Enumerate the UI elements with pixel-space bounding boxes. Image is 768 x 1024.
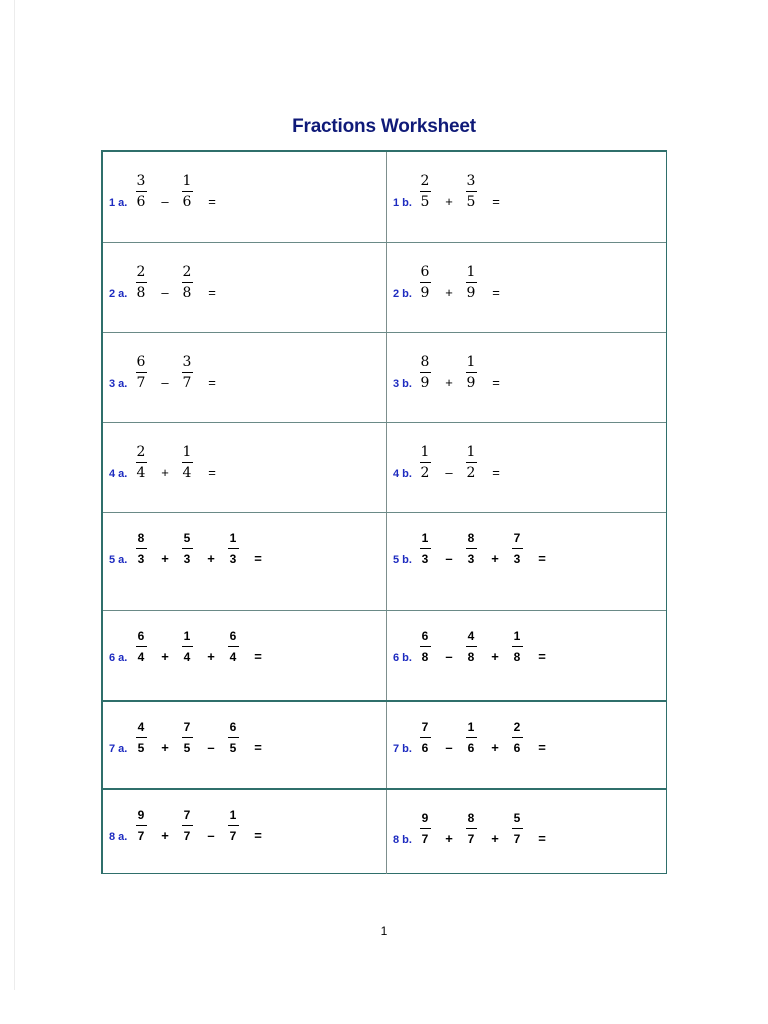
fraction (417, 720, 433, 755)
fraction-bar (466, 548, 477, 549)
numerator: 5 (183, 531, 191, 545)
equals-sign: = (538, 831, 546, 846)
equals-sign: = (492, 194, 500, 209)
operator: + (161, 828, 169, 843)
page-number: 1 (380, 924, 388, 938)
denominator: 6 (467, 741, 475, 755)
denominator: 7 (229, 829, 237, 843)
problem-label: 8 b. (393, 834, 412, 846)
fraction (133, 629, 149, 664)
denominator: 4 (182, 465, 192, 481)
numerator: 1 (513, 629, 521, 643)
equals-sign: = (208, 285, 216, 300)
numerator: 8 (467, 531, 475, 545)
fraction (417, 355, 433, 390)
problem-6b (387, 611, 668, 700)
problem-label: 2 a. (109, 288, 128, 300)
fraction-bar (182, 825, 193, 826)
fraction-bar (182, 282, 193, 283)
denominator: 7 (421, 832, 429, 846)
denominator: 7 (182, 375, 192, 391)
equals-sign: = (492, 375, 500, 390)
numerator: 6 (136, 354, 146, 370)
denominator: 5 (420, 194, 430, 210)
denominator: 3 (183, 552, 191, 566)
fraction-bar (420, 282, 431, 283)
fraction (225, 808, 241, 843)
problem-label: 6 a. (109, 652, 128, 664)
fraction (509, 811, 525, 846)
operator: + (207, 551, 215, 566)
numerator: 1 (182, 173, 192, 189)
denominator: 8 (182, 285, 192, 301)
fraction (463, 720, 479, 755)
fraction (179, 445, 195, 480)
equals-sign: = (254, 551, 262, 566)
numerator: 8 (467, 811, 475, 825)
fraction (463, 174, 479, 209)
fraction-bar (136, 548, 147, 549)
fraction (463, 265, 479, 300)
operator: – (445, 465, 453, 480)
problem-label: 1 b. (393, 197, 412, 209)
denominator: 3 (421, 552, 429, 566)
fraction-bar (228, 737, 239, 738)
denominator: 9 (466, 285, 476, 301)
problem-2a (103, 243, 386, 332)
problem-label: 8 a. (109, 831, 128, 843)
numerator: 1 (229, 808, 237, 822)
denominator: 7 (136, 375, 146, 391)
fraction-bar (466, 737, 477, 738)
numerator: 1 (421, 531, 429, 545)
numerator: 2 (136, 264, 146, 280)
numerator: 2 (136, 444, 146, 460)
problem-table (101, 150, 667, 874)
operator: + (445, 194, 453, 209)
denominator: 9 (420, 375, 430, 391)
problem-label: 5 b. (393, 554, 412, 566)
fraction-bar (420, 372, 431, 373)
fraction (179, 531, 195, 566)
problem-row (103, 610, 666, 700)
operator: – (445, 551, 453, 566)
denominator: 5 (183, 741, 191, 755)
denominator: 6 (513, 741, 521, 755)
operator: + (491, 551, 499, 566)
problem-label: 5 a. (109, 554, 128, 566)
problem-row (103, 152, 666, 242)
operator: + (445, 375, 453, 390)
fraction-bar (420, 646, 431, 647)
numerator: 3 (182, 354, 192, 370)
numerator: 3 (136, 173, 146, 189)
problem-label: 4 b. (393, 468, 412, 480)
fraction (133, 355, 149, 390)
numerator: 1 (466, 354, 476, 370)
fraction (133, 531, 149, 566)
numerator: 9 (137, 808, 145, 822)
fraction (179, 265, 195, 300)
fraction (463, 531, 479, 566)
operator: + (491, 649, 499, 664)
operator: – (161, 194, 169, 209)
numerator: 6 (420, 264, 430, 280)
equals-sign: = (208, 194, 216, 209)
denominator: 5 (137, 741, 145, 755)
fraction-bar (182, 646, 193, 647)
numerator: 7 (183, 808, 191, 822)
numerator: 6 (229, 629, 237, 643)
fraction (417, 531, 433, 566)
numerator: 1 (182, 444, 192, 460)
denominator: 8 (421, 650, 429, 664)
fraction (225, 629, 241, 664)
fraction (463, 445, 479, 480)
fraction (225, 531, 241, 566)
fraction-bar (182, 462, 193, 463)
numerator: 1 (466, 264, 476, 280)
denominator: 9 (420, 285, 430, 301)
denominator: 8 (136, 285, 146, 301)
denominator: 6 (421, 741, 429, 755)
operator: – (445, 740, 453, 755)
numerator: 1 (466, 444, 476, 460)
denominator: 4 (183, 650, 191, 664)
fraction (509, 531, 525, 566)
equals-sign: = (208, 375, 216, 390)
fraction (417, 811, 433, 846)
problem-label: 7 b. (393, 743, 412, 755)
problem-8a (103, 790, 386, 874)
fraction-bar (512, 646, 523, 647)
numerator: 2 (182, 264, 192, 280)
fraction-bar (420, 828, 431, 829)
fraction-bar (420, 191, 431, 192)
problem-row (103, 512, 666, 610)
numerator: 2 (420, 173, 430, 189)
fraction-bar (136, 372, 147, 373)
denominator: 7 (137, 829, 145, 843)
denominator: 8 (467, 650, 475, 664)
numerator: 5 (513, 811, 521, 825)
fraction (225, 720, 241, 755)
fraction (179, 808, 195, 843)
denominator: 8 (513, 650, 521, 664)
denominator: 4 (136, 465, 146, 481)
operator: – (161, 375, 169, 390)
problem-4a (103, 423, 386, 512)
problem-5b (387, 513, 668, 610)
fraction-bar (136, 191, 147, 192)
denominator: 3 (513, 552, 521, 566)
equals-sign: = (538, 649, 546, 664)
fraction-bar (136, 825, 147, 826)
denominator: 4 (229, 650, 237, 664)
fraction-bar (512, 737, 523, 738)
problem-row (103, 332, 666, 422)
worksheet-title: Fractions Worksheet (292, 116, 476, 137)
numerator: 1 (183, 629, 191, 643)
page-edge (14, 0, 15, 990)
problem-3b (387, 333, 668, 422)
operator: – (161, 285, 169, 300)
problem-2b (387, 243, 668, 332)
denominator: 7 (467, 832, 475, 846)
problem-row (103, 700, 666, 788)
fraction-bar (466, 646, 477, 647)
numerator: 6 (137, 629, 145, 643)
numerator: 7 (183, 720, 191, 734)
fraction-bar (512, 828, 523, 829)
denominator: 5 (466, 194, 476, 210)
equals-sign: = (492, 465, 500, 480)
denominator: 3 (137, 552, 145, 566)
denominator: 4 (137, 650, 145, 664)
numerator: 9 (421, 811, 429, 825)
fraction-bar (228, 825, 239, 826)
denominator: 3 (229, 552, 237, 566)
fraction-bar (228, 646, 239, 647)
numerator: 4 (137, 720, 145, 734)
numerator: 2 (513, 720, 521, 734)
fraction-bar (182, 737, 193, 738)
fraction-bar (182, 548, 193, 549)
fraction (509, 629, 525, 664)
denominator: 3 (467, 552, 475, 566)
numerator: 7 (513, 531, 521, 545)
fraction-bar (466, 282, 477, 283)
fraction-bar (136, 737, 147, 738)
equals-sign: = (254, 649, 262, 664)
problem-8b (387, 790, 668, 874)
fraction (133, 445, 149, 480)
operator: + (445, 285, 453, 300)
equals-sign: = (492, 285, 500, 300)
numerator: 4 (467, 629, 475, 643)
operator: – (445, 649, 453, 664)
fraction-bar (136, 282, 147, 283)
fraction-bar (466, 828, 477, 829)
numerator: 7 (421, 720, 429, 734)
fraction (133, 174, 149, 209)
problem-label: 2 b. (393, 288, 412, 300)
fraction (179, 720, 195, 755)
operator: + (207, 649, 215, 664)
denominator: 9 (466, 375, 476, 391)
denominator: 5 (229, 741, 237, 755)
fraction-bar (466, 462, 477, 463)
numerator: 3 (466, 173, 476, 189)
problem-5a (103, 513, 386, 610)
problem-3a (103, 333, 386, 422)
fraction-bar (136, 646, 147, 647)
numerator: 1 (229, 531, 237, 545)
denominator: 6 (182, 194, 192, 210)
fraction (417, 445, 433, 480)
problem-7a (103, 702, 386, 788)
denominator: 7 (183, 829, 191, 843)
operator: + (161, 649, 169, 664)
denominator: 6 (136, 194, 146, 210)
fraction-bar (136, 462, 147, 463)
problem-row (103, 788, 666, 874)
numerator: 6 (421, 629, 429, 643)
fraction (463, 811, 479, 846)
fraction (417, 629, 433, 664)
denominator: 7 (513, 832, 521, 846)
fraction (463, 355, 479, 390)
fraction-bar (466, 191, 477, 192)
equals-sign: = (538, 551, 546, 566)
equals-sign: = (254, 740, 262, 755)
numerator: 1 (467, 720, 475, 734)
operator: + (491, 740, 499, 755)
problem-6a (103, 611, 386, 700)
denominator: 2 (466, 465, 476, 481)
problem-label: 7 a. (109, 743, 128, 755)
fraction (509, 720, 525, 755)
numerator: 8 (137, 531, 145, 545)
problem-label: 3 b. (393, 378, 412, 390)
fraction (179, 355, 195, 390)
fraction-bar (512, 548, 523, 549)
problem-row (103, 242, 666, 332)
numerator: 8 (420, 354, 430, 370)
equals-sign: = (208, 465, 216, 480)
fraction (179, 174, 195, 209)
operator: – (207, 740, 215, 755)
fraction-bar (420, 737, 431, 738)
fraction-bar (182, 372, 193, 373)
operator: + (161, 551, 169, 566)
problem-1b (387, 152, 668, 242)
problem-1a (103, 152, 386, 242)
fraction (133, 720, 149, 755)
fraction (133, 808, 149, 843)
fraction-bar (228, 548, 239, 549)
fraction (417, 265, 433, 300)
problem-label: 4 a. (109, 468, 128, 480)
fraction (417, 174, 433, 209)
problem-7b (387, 702, 668, 788)
denominator: 2 (420, 465, 430, 481)
problem-4b (387, 423, 668, 512)
fraction-bar (420, 462, 431, 463)
equals-sign: = (538, 740, 546, 755)
fraction (463, 629, 479, 664)
problem-row (103, 422, 666, 512)
equals-sign: = (254, 828, 262, 843)
operator: – (207, 828, 215, 843)
operator: + (491, 831, 499, 846)
operator: + (161, 465, 169, 480)
numerator: 6 (229, 720, 237, 734)
problem-label: 6 b. (393, 652, 412, 664)
fraction (133, 265, 149, 300)
operator: + (161, 740, 169, 755)
problem-label: 3 a. (109, 378, 128, 390)
fraction-bar (420, 548, 431, 549)
fraction-bar (466, 372, 477, 373)
fraction-bar (182, 191, 193, 192)
problem-label: 1 a. (109, 197, 128, 209)
operator: + (445, 831, 453, 846)
fraction (179, 629, 195, 664)
numerator: 1 (420, 444, 430, 460)
